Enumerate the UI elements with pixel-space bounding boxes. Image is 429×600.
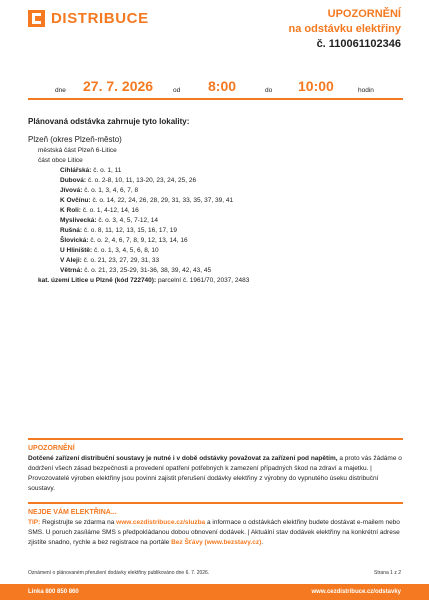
street-name: K Ovčínu: — [60, 197, 91, 204]
street-name: Dubová: — [60, 177, 86, 184]
outage-date: 27. 7. 2026 — [83, 78, 154, 94]
publication-text: Oznámení o plánovaném přerušení dodávky elektřiny publikováno dne 6. 7. 2026. — [28, 570, 210, 576]
hint-body — [28, 518, 403, 548]
street-numbers: č. o. 1, 4-12, 14, 16 — [82, 207, 139, 214]
street-row — [28, 176, 398, 186]
footer-bar — [0, 584, 429, 600]
notice-subtitle: na odstávku elektřiny — [288, 23, 401, 35]
street-row — [28, 196, 398, 206]
cadastral-text: parcelní č. 1961/70, 2037, 2483 — [157, 277, 250, 284]
publication-note — [28, 570, 401, 576]
label-from: od — [173, 87, 181, 94]
cez-logo-icon — [28, 10, 45, 27]
logo-text: DISTRIBUCE — [51, 10, 149, 27]
outages-url[interactable]: www.cezdistribuce.cz/odstavky — [311, 589, 401, 595]
tip-label: TIP: — [28, 519, 41, 526]
hint-text-1: Registrujte se zdarma na — [42, 519, 115, 526]
registration-link[interactable]: www.cezdistribuce.cz/sluzba — [116, 519, 206, 526]
outage-date-row — [55, 76, 385, 94]
street-name: Cihlářská: — [60, 167, 92, 174]
street-row — [28, 206, 398, 216]
warning-body — [28, 454, 403, 494]
hotline-number: Linka 800 850 860 — [28, 589, 79, 595]
label-to: do — [265, 87, 273, 94]
warning-heading: UPOZORNĚNÍ — [28, 445, 75, 452]
locations-section — [28, 117, 398, 286]
warning-section — [28, 444, 403, 494]
street-name: K Roli: — [60, 207, 81, 214]
street-list — [28, 166, 398, 276]
street-row — [28, 246, 398, 256]
street-row — [28, 216, 398, 226]
street-row — [28, 256, 398, 266]
street-row — [28, 186, 398, 196]
street-numbers: č. o. 3, 4, 5, 7-12, 14 — [98, 217, 158, 224]
street-name: Větrná: — [60, 267, 83, 274]
cadastral-line — [28, 276, 398, 286]
street-numbers: č. o. 1, 3, 4, 5, 6, 8, 10 — [93, 247, 159, 254]
street-numbers: č. o. 1, 3, 4, 6, 7, 8 — [84, 187, 139, 194]
street-numbers: č. o. 8, 11, 12, 13, 15, 16, 17, 19 — [83, 227, 177, 234]
cadastral-label: kat. území Litice u Plzně (kód 722740): — [38, 277, 157, 284]
street-name: Rušná: — [60, 227, 83, 234]
street-row — [28, 166, 398, 176]
notice-title: UPOZORNĚNÍ — [327, 8, 401, 20]
warning-divider — [28, 438, 403, 440]
street-numbers: č. o. 21, 23, 27, 29, 31, 33 — [83, 257, 160, 264]
company-logo — [28, 10, 149, 27]
hint-heading: NEJDE VÁM ELEKTŘINA... — [28, 509, 117, 516]
hint-section — [28, 508, 403, 548]
street-name: Šlovická: — [60, 237, 89, 244]
time-to: 10:00 — [298, 78, 334, 94]
street-row — [28, 266, 398, 276]
bezstavy-link[interactable]: Bez Šťávy (www.bezstavy.cz) — [171, 539, 262, 546]
time-from: 8:00 — [208, 78, 237, 94]
street-name: Jívová: — [60, 187, 83, 194]
notice-number: č. 110061102346 — [316, 38, 401, 50]
date-divider — [28, 98, 403, 100]
street-row — [28, 236, 398, 246]
district-name: městská část Plzeň 6-Litice — [38, 147, 117, 154]
street-numbers: č. o. 1, 11 — [93, 167, 122, 174]
street-numbers: č. o. 2, 4, 6, 7, 8, 9, 12, 13, 14, 16 — [90, 237, 188, 244]
hint-divider — [28, 502, 403, 504]
street-numbers: č. o. 14, 22, 24, 26, 28, 29, 31, 33, 35, 37, 39, 41 — [92, 197, 234, 204]
hint-text-3: . — [261, 539, 264, 546]
hint-text-2: a informace o odstávkách elektřiny budete dostávat e-mailem nebo SMS. U poruch zasíláme SMS s předpokládanou dobou obnovení dodávek. | Aktuální stav dodávek elektřiny na konkrétní adrese zjistíte snadno, rychle a bez registrace na portále — [28, 519, 400, 546]
city-name: Plzeň (okres Plzeň-město) — [28, 135, 122, 144]
street-name: U Hliniště: — [60, 247, 93, 254]
warning-text: a proto vás žádáme o dodržení všech zásad bezpečnosti a provedení opatření potřebných k zamezení případných škod na zdraví a majetku. | Provozovatelé výroben elektřiny jsou povinni zajistit přerušení dodávky elektřiny z výrobny do vypnutého úseku distribuční soustavy. — [28, 455, 402, 492]
locations-intro: Plánovaná odstávka zahrnuje tyto lokality: — [28, 117, 190, 126]
warning-bold-text: Dotčené zařízení distribuční soustavy je nutné i v době odstávky považovat za zařízení pod napětím, — [28, 455, 338, 462]
part-name: část obce Litice — [38, 157, 83, 164]
label-on: dne — [55, 87, 66, 94]
label-hours: hodin — [358, 87, 374, 94]
street-numbers: č. o. 21, 23, 25-29, 31-36, 38, 39, 42, 43, 45 — [84, 267, 212, 274]
street-numbers: č. o. 2-8, 10, 11, 13-20, 23, 24, 25, 26 — [87, 177, 197, 184]
street-row — [28, 226, 398, 236]
street-name: Myslivecká: — [60, 217, 97, 224]
notice-header — [289, 7, 402, 52]
street-name: V Aleji: — [60, 257, 82, 264]
page-number: Strana 1 z 2 — [374, 570, 401, 576]
